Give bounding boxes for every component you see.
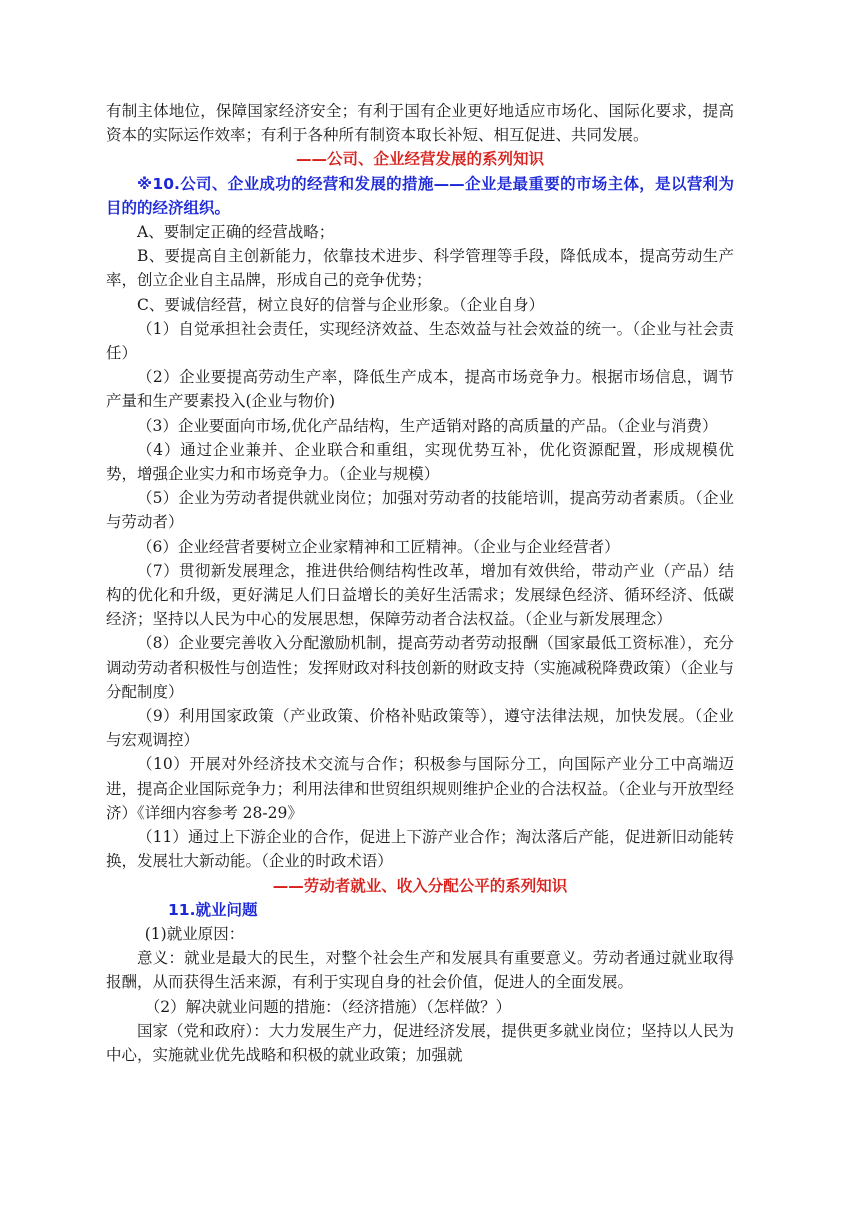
paragraph-b: B、要提高自主创新能力，依靠技术进步、科学管理等手段，降低成本，提高劳动生产率，创立企业自主品牌，形成自己的竞争优势； (106, 247, 734, 290)
section-heading-enterprise: ——公司、企业经营发展的系列知识 (295, 150, 544, 169)
paragraph-9: （9）利用国家政策（产业政策、价格补贴政策等），遵守法律法规，加快发展。（企业与宏观调控） (106, 707, 734, 750)
section-heading-employment: ——劳动者就业、收入分配公平的系列知识 (272, 876, 568, 895)
paragraph-employment-reason: (1)就业原因： (144, 924, 245, 943)
paragraph-6: （6）企业经营者要树立企业家精神和工匠精神。（企业与企业经营者） (137, 537, 620, 556)
paragraph-1: （1）自觉承担社会责任，实现经济效益、生态效益与社会效益的统一。（企业与社会责任） (106, 319, 734, 363)
paragraph-8: （8）企业要完善收入分配激励机制，提高劳动者劳动报酬（国家最低工资标准），充分调动劳动者积极性与创造性；发挥财政对科技创新的财政支持（实施减税降费政策）（企业与分配制度） (106, 634, 734, 701)
paragraph-2: （2）企业要提高劳动生产率，降低生产成本，提高市场竞争力。根据市场信息，调节产量和生产要素投入(企业与物价) (106, 368, 734, 411)
paragraph-a: A、要制定正确的经营战略； (137, 223, 335, 242)
heading-item-10: ※10.公司、企业成功的经营和发展的措施——企业是最重要的市场主体，是以营利为目的的经济组织。 (106, 174, 734, 217)
document-page (106, 99, 734, 1067)
paragraph-intro: 有制主体地位，保障国家经济安全；有利于国有企业更好地适应市场化、国际化要求，提高资本的实际运作效率；有利于各种所有制资本取长补短、相互促进、共同发展。 (106, 102, 734, 145)
paragraph-c: C、要诚信经营，树立良好的信誉与企业形象。（企业自身） (137, 295, 545, 314)
paragraph-7: （7）贯彻新发展理念，推进供给侧结构性改革，增加有效供给，带动产业（产品）结构的优化和升级，更好满足人们日益增长的美好生活需求；发展绿色经济、循环经济、低碳经济；坚持以人民为中心的发展思想，保障劳动者合法权益。（企业与新发展理念） (106, 561, 734, 629)
heading-item-11: 11.就业问题 (168, 900, 258, 919)
paragraph-5: （5）企业为劳动者提供就业岗位；加强对劳动者的技能培训，提高劳动者素质。（企业与劳动者） (106, 489, 734, 532)
paragraph-employment-measures: （2）解决就业问题的措施：（经济措施）（怎样做？） (144, 997, 512, 1016)
paragraph-4: （4）通过企业兼并、企业联合和重组，实现优势互补，优化资源配置，形成规模优势，增强企业实力和市场竞争力。（企业与规模） (106, 440, 734, 484)
paragraph-employment-meaning: 意义：就业是最大的民生，对整个社会生产和发展具有重要意义。劳动者通过就业取得报酬，从而获得生活来源，有利于实现自身的社会价值，促进人的全面发展。 (106, 949, 734, 992)
paragraph-10: （10）开展对外经济技术交流与合作；积极参与国际分工，向国际产业分工中高端迈进，提高企业国际竞争力；利用法律和世贸组织规则维护企业的合法权益。（企业与开放型经济）《详细内容参考 28-29》 (106, 755, 734, 822)
paragraph-state-measures: 国家（党和政府）：大力发展生产力，促进经济发展，提供更多就业岗位；坚持以人民为中心，实施就业优先战略和积极的就业政策；加强就 (106, 1021, 734, 1064)
paragraph-3: （3）企业要面向市场,优化产品结构，生产适销对路的高质量的产品。（企业与消费） (137, 416, 718, 435)
paragraph-11: （11）通过上下游企业的合作，促进上下游产业合作；淘汰落后产能，促进新旧动能转换，发展壮大新动能。（企业的时政术语） (106, 828, 734, 871)
